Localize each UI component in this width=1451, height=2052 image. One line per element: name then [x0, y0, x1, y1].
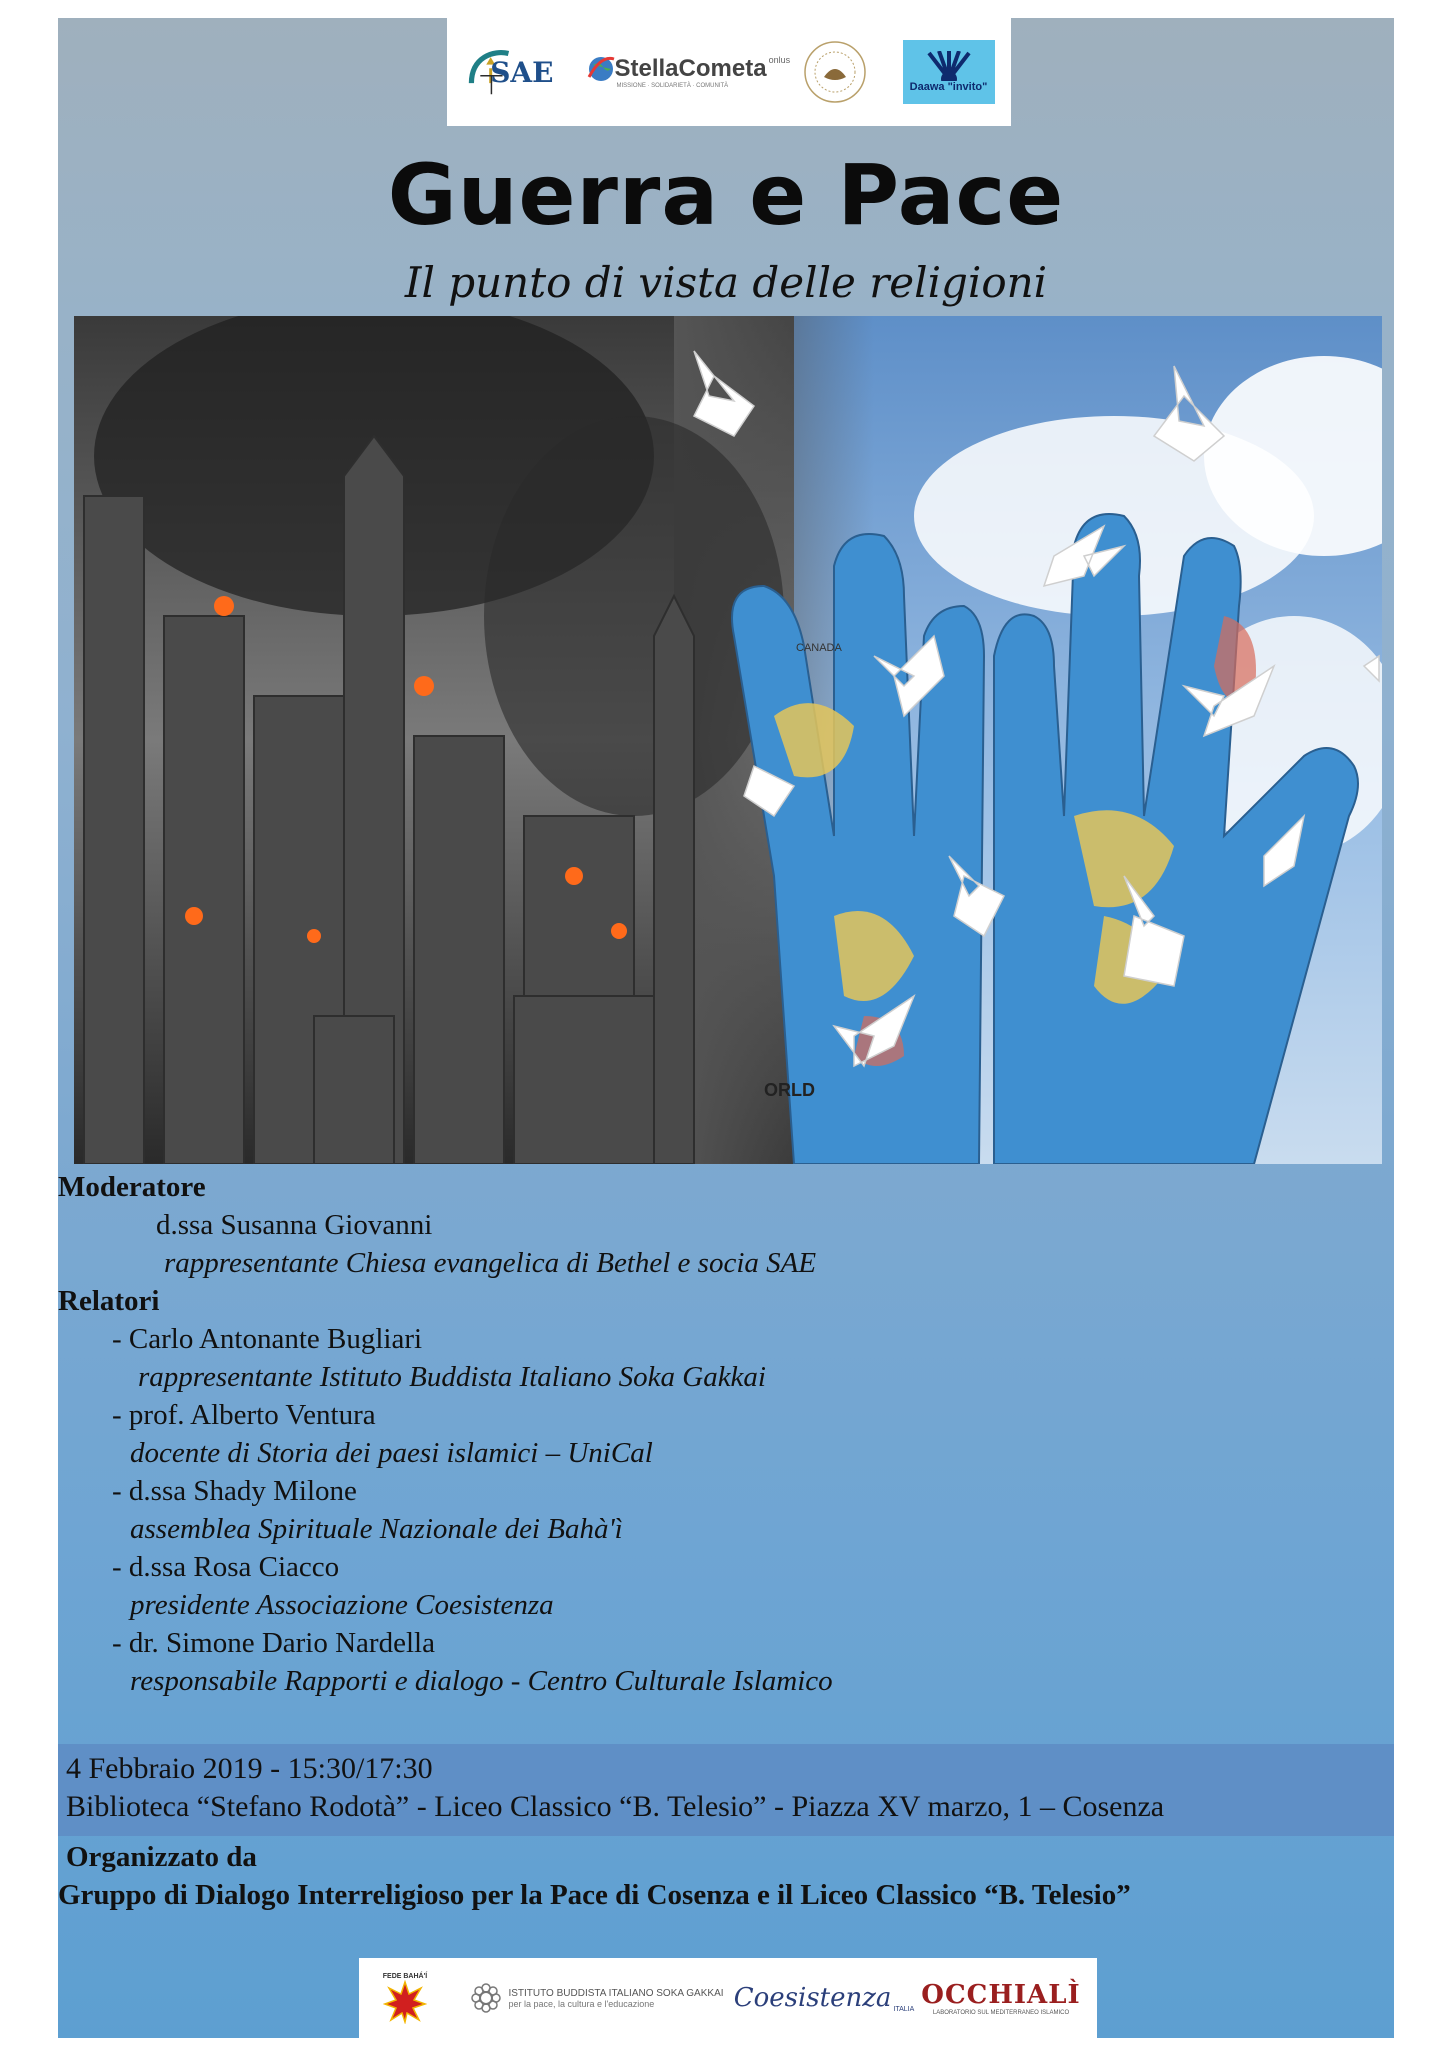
bottom-logo-strip [359, 1958, 1097, 2038]
speaker-name: - dr. Simone Dario Nardella [112, 1627, 435, 1659]
star-icon [383, 1980, 427, 2024]
sae-logo: SAE [464, 27, 554, 117]
flower-icon [470, 1982, 502, 2014]
daawa-logo: Daawa "invito" [903, 40, 995, 104]
event-venue: Biblioteca “Stefano Rodotà” - Liceo Classico “B. Telesio” - Piazza XV marzo, 1 – Cosenza [66, 1790, 1165, 1823]
page-title: Guerra e Pace [387, 146, 1065, 244]
speaker-role: assemblea Spirituale Nazionale dei Bahà'ì [130, 1513, 623, 1545]
speaker-name: - prof. Alberto Ventura [112, 1399, 376, 1431]
map-label-canada: CANADA [796, 642, 842, 654]
occhiali-logo: OCCHIALÌ LABORATORIO SUL MEDITERRANEO ISLAMICO [921, 1980, 1081, 2016]
top-logo-strip [447, 18, 1011, 126]
speaker-role: responsabile Rapporti e dialogo - Centro Culturale Islamico [130, 1665, 833, 1697]
speaker-name: - Carlo Antonante Bugliari [112, 1323, 423, 1355]
islamic-seal-logo [800, 37, 870, 107]
rays-icon [919, 51, 979, 81]
speaker-name: - d.ssa Rosa Ciacco [112, 1551, 340, 1583]
moderator-role: rappresentante Chiesa evangelica di Bethel e socia SAE [164, 1247, 817, 1279]
speaker-role: docente di Storia dei paesi islamici – UniCal [130, 1437, 653, 1469]
stella-cometa-logo: StellaCometa onlus MISSIONE · SOLIDARIETÀ · COMUNITÀ [587, 55, 767, 89]
speaker-role: rappresentante Istituto Buddista Italiano Soka Gakkai [138, 1361, 766, 1393]
coesistenza-logo: Coesistenza ITALIA [733, 1983, 915, 2013]
fede-bahai-logo: FEDE BAHÁ'Í [370, 1973, 440, 2024]
event-datetime: 4 Febbraio 2019 - 15:30/17:30 [66, 1752, 433, 1785]
speaker-role: presidente Associazione Coesistenza [130, 1589, 554, 1621]
speaker-name: - d.ssa Shady Milone [112, 1475, 357, 1507]
moderator-heading: Moderatore [58, 1171, 206, 1203]
event-info-band [58, 1744, 1394, 1836]
soka-gakkai-logo: ISTITUTO BUDDISTA ITALIANO SOKA GAKKAI per la pace, la cultura e l'educazione [462, 1982, 732, 2014]
organizer-text: Gruppo di Dialogo Interreligioso per la Pace di Cosenza e il Liceo Classico “B. Telesio” [58, 1879, 1131, 1911]
speakers-heading: Relatori [58, 1285, 160, 1317]
hero-image [74, 316, 1382, 1164]
program-section [58, 1168, 1394, 1700]
globe-icon [587, 55, 615, 83]
event-poster [58, 18, 1394, 2038]
page-subtitle: Il punto di vista delle religioni [404, 258, 1048, 307]
map-label-world: ORLD [764, 1080, 815, 1100]
organizer-section [58, 1838, 1394, 1914]
moderator-name: d.ssa Susanna Giovanni [156, 1209, 433, 1241]
organizer-heading: Organizzato da [66, 1841, 257, 1873]
